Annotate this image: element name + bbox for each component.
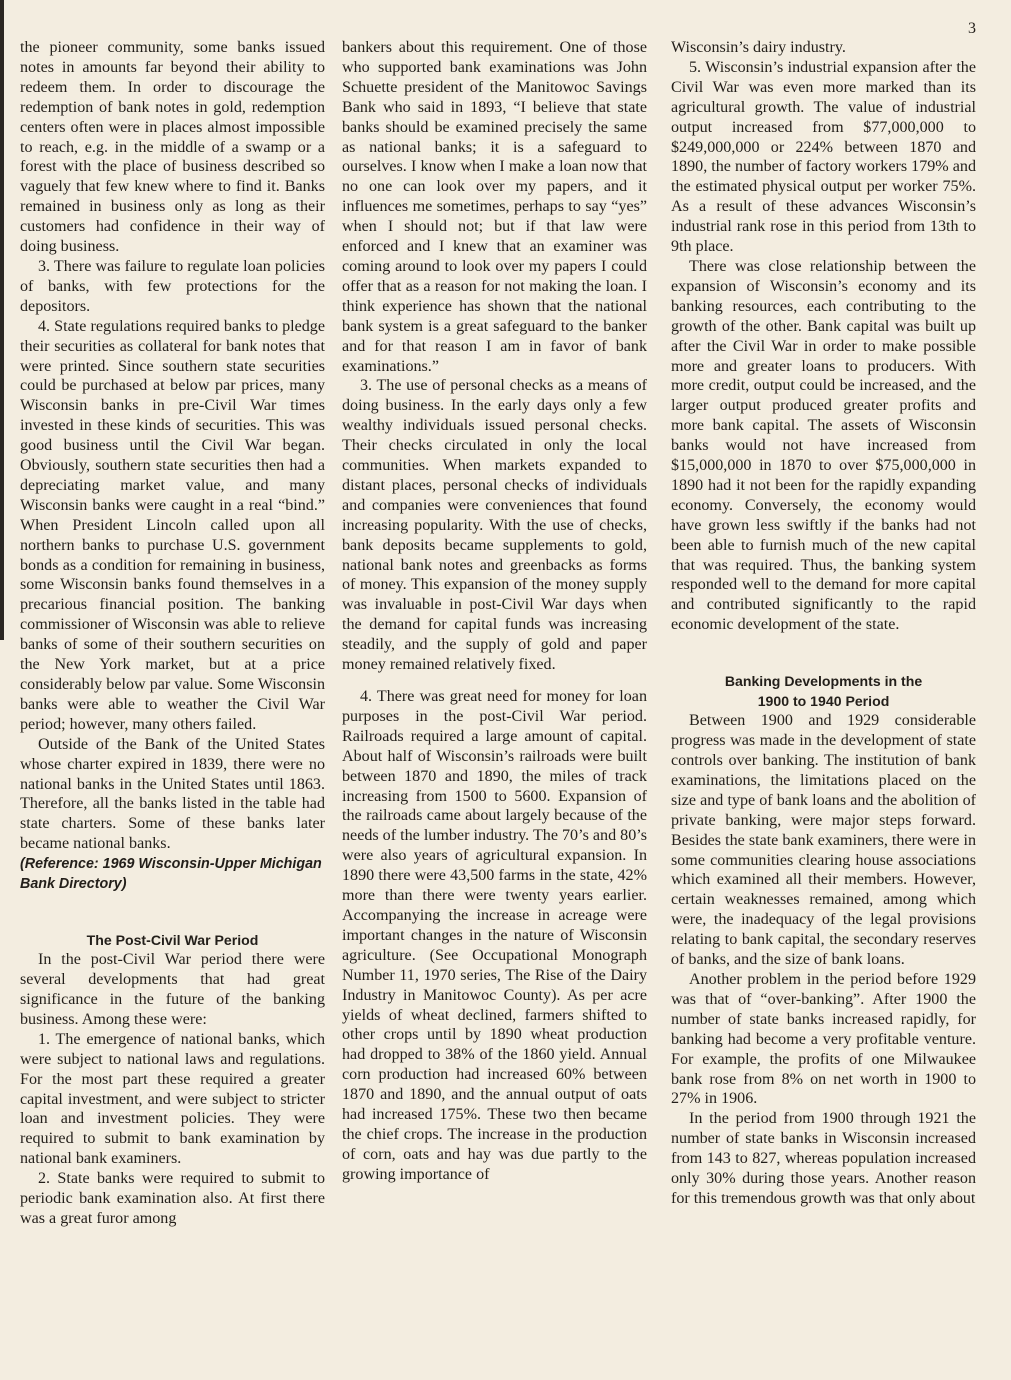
page-number: 3: [968, 20, 976, 37]
paragraph: 2. State banks were required to submit to periodic bank examination also. At first there was a great furor among: [20, 1170, 325, 1227]
heading-line: Banking Developments in the: [724, 673, 923, 690]
column-2: [342, 38, 647, 1185]
paragraph: bankers about this requirement. One of those who supported bank examinations was John Schuette president of the Manitowoc Savings Bank who said in 1893, “I believe that state banks should be examined precisely the same as national banks; it is a safeguard to ourselves. I know when I make a loan now that no one can look over my papers, and it influences me sometimes, perhaps to say “yes” when I should not; but if that law were enforced and I knew that an examiner was coming around to look over my papers I could offer that as a reason for not making the loan. I think experience has shown that the national bank system is a great safeguard to the banker and for that reason I am in favor of bank examinations.”: [342, 39, 647, 375]
column-1: [20, 38, 325, 1229]
binding-edge: [0, 0, 4, 640]
paragraph: Between 1900 and 1929 considerable progress was made in the development of state controls over banking. The institution of bank examinations, the limitations placed on the size and type of bank loans and the abolition of private banking, were major steps forward. Besides the state bank examiners, there were in some communities clearing house associations which examined all their members. However, certain weaknesses remained, among which were, the inadequacy of the legal provisions relating to bank capital, the secondary reserves of banks, and the size of bank loans.: [671, 712, 976, 969]
heading-line: 1900 to 1940 Period: [757, 693, 890, 710]
section-heading: [671, 671, 976, 711]
reference-note: (Reference: 1969 Wisconsin-Upper Michigan Bank Directory): [20, 856, 322, 893]
paragraph: There was close relationship between the expansion of Wisconsin’s economy and its banking resources, each contributing to the growth of the other. Bank capital was built up after the Civil War in order to make possible more and greater loans to producers. With more credit, output could be increased, and the larger output produced greater profits and more bank capital. The assets of Wisconsin banks would not have increased from $15,000,000 in 1870 to over $75,000,000 in 1890 had it not been for the rapidly expanding economy. Conversely, the economy would have grown less swiftly if the banks had not been able to furnish much of the new capital that was required. Thus, the banking system responded well to the demand for more capital and contributed significantly to the rapid economic development of the state.: [671, 257, 976, 634]
paragraph: the pioneer community, some banks issued notes in amounts far beyond their ability to redeem them. In order to discourage the redemption of bank notes in gold, redemption centers often were in places almost impossible to reach, e.g. in the middle of a swamp or a forest with the place of business described so vaguely that few knew where to find it. Banks remained in business only as long as their customers had confidence in their way of doing business.: [20, 39, 325, 256]
section-heading: The Post-Civil War Period: [86, 932, 259, 949]
paragraph: 3. The use of personal checks as a means of doing business. In the early days only a few wealthy individuals issued personal checks. Their checks circulated in only the local communities. When markets expanded to distant places, personal checks of individuals and companies were conveniences that found increasing popularity. With the use of checks, bank deposits became supplements to gold, national bank notes and greenbacks as forms of money. This expansion of the money supply was invaluable in post-Civil War days when the demand for capital funds was increasing steadily, and the supply of gold and paper money remained relatively fixed.: [342, 377, 647, 674]
paragraph: Outside of the Bank of the United States whose charter expired in 1839, there were no national banks in the United States until 1863. Therefore, all the banks listed in the table had state charters. Some of these banks later became national banks.: [20, 735, 325, 853]
paragraph: 4. There was great need for money for loan purposes in the post-Civil War period. Railroads required a large amount of capital. About half of Wisconsin’s railroads were built between 1870 and 1890, the miles of track increasing from 1500 to 5600. Expansion of the railroads came about largely because of the needs of the lumber industry. The 70’s and 80’s were also years of agricultural expansion. In 1890 there were 43,500 farms in the state, 42% more than there were twenty years earlier. Accompanying the increase in acreage were important changes in the nature of Wisconsin agriculture. (See Occupational Monograph Number 11, 1970 series, The Rise of the Dairy Industry in Manitowoc County). As per acre yields of wheat declined, farmers shifted to other crops until by 1890 wheat production had dropped to 38% of the 1860 yield. Annual corn production had increased 60% between 1870 and 1890, and the annual output of oats had increased 175%. These two then became the chief crops. The increase in the production of corn, oats and hay was due partly to the growing importance of: [342, 688, 647, 1183]
paragraph: 3. There was failure to regulate loan policies of banks, with few protections for the depositors.: [20, 257, 325, 315]
paragraph: In the period from 1900 through 1921 the number of state banks in Wisconsin increased from 143 to 827, whereas population increased only 30% during those years. Another reason for this tremendous growth was that only about: [671, 1110, 976, 1207]
paragraph: 5. Wisconsin’s industrial expansion after the Civil War was even more marked than its agricultural growth. The value of industrial output increased from $77,000,000 to $249,000,000 or 224% between 1870 and 1890, the number of factory workers 179% and the estimated physical output per worker 75%. As a result of these advances Wisconsin’s industrial rank rose in this period from 13th to 9th place.: [671, 58, 976, 256]
paragraph: 1. The emergence of national banks, which were subject to national laws and regulations. For the most part these required a greater capital investment, and were subject to stricter loan and investment policies. They were required to submit to bank examination by national bank examiners.: [20, 1030, 325, 1168]
paragraph: Wisconsin’s dairy industry.: [671, 39, 846, 56]
paragraph: 4. State regulations required banks to pledge their securities as collateral for bank notes that were printed. Since southern state securities could be purchased at below par prices, many Wisconsin banks in pre-Civil War times invested in these kinds of securities. This was good business until the Civil War began. Obviously, southern state securities then had a depreciating market value, and many Wisconsin banks were caught in a real “bind.” When President Lincoln called upon all northern banks to purchase U.S. government bonds as a condition for remaining in business, some Wisconsin banks found themselves in a precarious financial position. The banking commissioner of Wisconsin was able to relieve banks of some of their southern securities on the New York market, but at a price considerably below par value. Some Wisconsin banks were able to weather the Civil War period; however, many others failed.: [20, 317, 325, 733]
paragraph: Another problem in the period before 1929 was that of “over-banking”. After 1900 the number of state banks increased rapidly, for banking had become a very profitable venture. For example, the profits of one Milwaukee bank rose from 8% on net worth in 1900 to 27% in 1906.: [671, 970, 976, 1108]
paragraph: In the post-Civil War period there were several developments that had great significance in the future of the banking business. Among these were:: [20, 951, 325, 1028]
column-3: [671, 38, 976, 1209]
